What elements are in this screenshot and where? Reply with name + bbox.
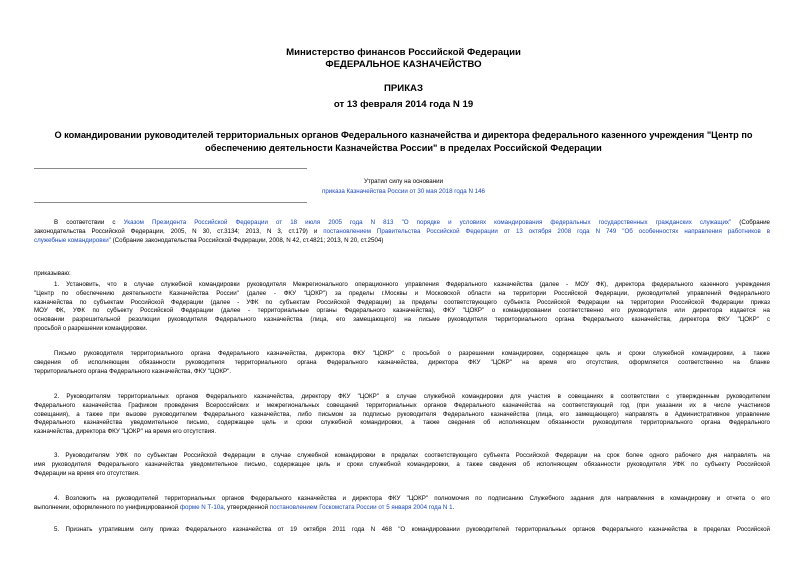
doc-date-heading: от 13 февраля 2014 года N 19 [333, 99, 474, 110]
title-line-2: обеспечению деятельности Казначейства России" в пределах Российской Федерации [205, 142, 602, 153]
ministry-heading: Министерство финансов Российской Федерации [286, 47, 521, 58]
doc-type-heading: ПРИКАЗ [384, 83, 423, 94]
item-3-row: Федерации на время его отсутствия. [34, 469, 140, 477]
item-3-paragraph [34, 452, 770, 478]
item-2-row: 2. Руководителям территориальных органов Федерального казначейства, директору ФКУ "ЦОКР" в случае служебной командировки для участия в совещаниях в соответствии с утвержденным руководителем [54, 393, 770, 400]
item-4-text-a: выполнении, оформленного по унифицированной [34, 503, 180, 511]
divider-bottom [34, 202, 307, 203]
item-4-text-c: . [452, 503, 455, 511]
agency-heading: ФЕДЕРАЛЬНОЕ КАЗНАЧЕЙСТВО [325, 59, 482, 70]
item-1-row: МОУ ФК, УФК по субъекту Российской Федерации (далее - территориальные органы Федерального казначейства), ФКУ "ЦОКР" о командировании соответственно его руководителя или директора издается на [34, 307, 770, 315]
preamble-row3-text: (Собрание законодательства Российской Федерации, 2008, N 42, ст.4821; 2013, N 20, ст.2504) [110, 236, 384, 244]
status-note: Утратил силу на основании [363, 178, 444, 185]
preamble-row2-text: законодательства Российской Федерации, 2005, N 30, ст.3134; 2013, N 3, ст.179) и [34, 227, 324, 235]
status-link-row [150, 186, 657, 198]
letter-row: Письмо руководителя территориального органа Федерального казначейства, директора ФКУ "ЦОКР" с просьбой о разрешении командировки, содержащее цель и сроки служебной командировки, а также [54, 350, 770, 357]
form-t10a-link[interactable]: форме N Т-10а [179, 503, 224, 511]
preamble-text-a: В соответствии с [54, 219, 124, 226]
item-1-row: основании разрешительной резолюции руководителя Федерального казначейства (лица, его замещающего) на письме руководителя территориального органа Федерального казначейства, директора ФКУ "ЦОКР" с [34, 316, 770, 324]
item-1-row: 1. Установить, что в случае служебной командировки руководителя Межрегионального операционного управления Федерального казначейства (далее - МОУ ФК), директора федерального казенного учреждения [54, 281, 770, 288]
item-5-row: 5. Признать утратившим силу приказ Федерального казначейства от 19 октября 2011 года N 468 "О командировании руководителей территориальных органов Федерального казначейства в пределах Российской [54, 526, 770, 533]
preamble-row-1 [34, 219, 770, 228]
preamble-row-3 [34, 237, 770, 246]
item-2-row: совещания), а также при вызове руководителем Федерального казначейства, либо письмом за подписью руководителя Федерального казначейства (лица, его замещающего) направлять в Административное управление [34, 410, 770, 418]
item-4-row [34, 504, 770, 513]
preamble-row-2 [34, 228, 770, 237]
preamble-text-b: (Собрание [731, 219, 771, 226]
item-3-row: имя руководителя Федерального казначейства уведомительное письмо, содержащее цель и сроки служебной командировки, а также сведения об исполняющем обязанности руководителя УФК по субъекту Российской [34, 460, 770, 468]
item-1-row: просьбой о разрешении командировки. [34, 324, 148, 332]
prikazyvayu-line: приказываю: [34, 270, 71, 277]
letter-row: территориального органа Федерального казначейства, ФКУ "ЦОКР". [34, 367, 232, 375]
item-1-paragraph [34, 281, 770, 334]
item-4-text-b: , утвержденной [223, 503, 270, 511]
preamble-paragraph [34, 219, 770, 245]
letter-paragraph [34, 350, 770, 376]
item-1-row: казначейства по субъектам Российской Федерации (далее - УФК по субъектам Российской Федерации) за пределы соответствующего субъекта Российской Федерации на территории Российской Федерации приказ [34, 298, 770, 306]
item-2-row: Федерального казначейства уведомительное письмо, содержащее цель и сроки служебной командировки, а также сведения об исполняющем обязанности руководителя территориального органа Федерального [34, 419, 770, 427]
divider-top [34, 168, 307, 169]
item-4-paragraph [34, 495, 770, 513]
government-resolution-link[interactable]: постановлением Правительства Российской Федерации от 13 октября 2008 года N 749 "Об особенностях направления работников в [323, 227, 771, 235]
item-5-paragraph [34, 526, 770, 535]
title-line-1: О командировании руководителей территориальных органов Федерального казначейства и директора федерального казенного учреждения "Центр по [54, 130, 753, 140]
goskomstat-resolution-link[interactable]: постановлением Госкомстата России от 5 января 2004 года N 1 [269, 503, 453, 511]
item-4-row: 4. Возложить на руководителей территориальных органов Федерального казначейства и директора ФКУ "ЦОКР" полномочия по подписанию Служебного задания для направления в командировку и отчета о его [54, 495, 770, 502]
item-2-paragraph [34, 393, 770, 437]
government-resolution-link-cont[interactable]: служебные командировки" [34, 236, 111, 244]
document-title [40, 129, 767, 154]
letter-row: сведения об исполняющем обязанности руководителя территориального органа Федерального казначейства, директора ФКУ "ЦОКР" на время его отсутствия, оформляется соответственно на бланке [34, 358, 770, 366]
item-1-row: "Центр по обеспечению деятельности Казначейства России" (далее - ФКУ "ЦОКР") за пределы г.Москвы и Московской области на территории Российской Федерации, руководителей управлений Федерального [34, 289, 770, 297]
item-2-row: Федерального казначейства Графиком проведения Всероссийских и межрегиональных совещаний территориальных органов Федерального казначейства на соответствующий год (при указании их в числе участников [34, 401, 770, 409]
item-2-row: казначейства, директора ФКУ "ЦОКР" на время его отсутствия. [34, 428, 217, 436]
presidential-decree-link[interactable]: Указом Президента Российской Федерации от 18 июля 2005 года N 813 "О порядке и условиях командирования федеральных государственных гражданских служащих" [123, 219, 732, 226]
repeal-order-link[interactable]: приказа Казначейства России от 30 мая 2018 года N 146 [322, 188, 485, 195]
item-3-row: 3. Руководителям УФК по субъектам Российской Федерации в случае служебной командировки в пределах соответствующего субъекта Российской Федерации на срок более одного рабочего дня направлять на [54, 452, 770, 459]
